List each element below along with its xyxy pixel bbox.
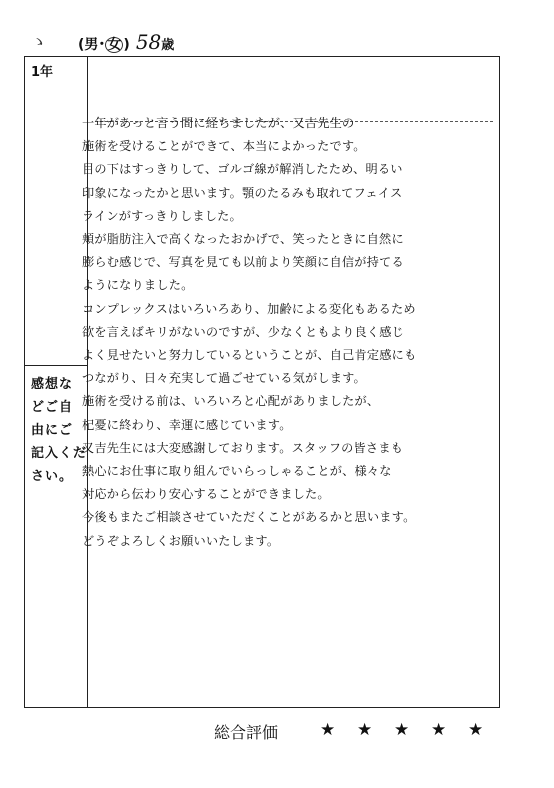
text-line: 杞憂に終わり、幸運に感じています。 <box>82 417 292 432</box>
text-line: 目の下はすっきりして、ゴルゴ線が解消したため、明るい <box>82 162 403 177</box>
star-icon: ★ <box>357 720 373 740</box>
impression-label-line: どご自 <box>31 400 74 415</box>
text-line: 頬が脂肪注入で高くなったおかげで、笑ったときに自然に <box>82 232 404 247</box>
age-value: 58 <box>135 30 162 54</box>
text-line: 又吉先生には大変感謝しております。スタッフの皆さまも <box>82 440 404 455</box>
text-line: コンプレックスはいろいろあり、加齢による変化もあるため <box>82 301 416 316</box>
gender-male: 男 <box>84 37 99 53</box>
label-row-divider <box>25 365 87 366</box>
text-line: 一年があっと言う間に経ちましたが、又吉先生の <box>82 116 355 130</box>
text-line: 今後もまたご相談させていただくことがあるかと思います。 <box>82 510 416 525</box>
gender-open-paren: ( <box>78 37 85 53</box>
gender-separator: ･ <box>98 37 106 53</box>
rating-label: 総合評価 <box>214 723 279 742</box>
text-line: 施術を受ける前は、いろいろと心配がありましたが、 <box>82 394 380 409</box>
impression-label-line: 由にご <box>31 423 74 438</box>
text-line: よく見せたいと努力しているということが、自己肯定感にも <box>82 348 417 363</box>
text-line: 熱心にお仕事に取り組んでいらっしゃることが、様々な <box>82 464 392 479</box>
text-line: どうぞよろしくお願いいたします。 <box>82 533 280 548</box>
impression-label <box>31 373 88 488</box>
text-line: ようになりました。 <box>82 278 194 293</box>
gender-female: 女 <box>107 37 122 53</box>
rating-stars <box>320 720 505 740</box>
text-line: ラインがすっきりしました。 <box>82 208 242 223</box>
testimonial-text <box>82 112 470 553</box>
gender-close-paren: ) <box>123 37 130 53</box>
respondent-header <box>78 30 174 54</box>
scan-mark: ゝ <box>30 32 48 53</box>
overall-rating <box>214 720 484 743</box>
text-line: 施術を受けることができて、本当によかったです。 <box>82 139 366 154</box>
text-line: 印象になったかと思います。顎のたるみも取れてフェイス <box>82 185 403 200</box>
star-icon: ★ <box>394 720 410 740</box>
gender-female-circled <box>105 37 123 53</box>
year-label: 1年 <box>31 65 54 80</box>
text-line: 膨らむ感じで、写真を見ても以前より笑顔に自信が持てる <box>82 255 404 270</box>
text-line: つながり、日々充実して過ごせている気がします。 <box>82 371 366 386</box>
impression-label-line: 感想な <box>31 377 74 392</box>
age-unit: 歳 <box>161 38 175 53</box>
star-icon: ★ <box>431 720 447 740</box>
impression-label-line: 記入くだ <box>31 446 88 461</box>
impression-label-line: さい。 <box>31 469 74 484</box>
star-icon: ★ <box>320 720 336 740</box>
star-icon: ★ <box>468 720 484 740</box>
text-line: 対応から伝わり安心することができました。 <box>82 487 330 502</box>
text-line: 欲を言えばキリがないのですが、少なくともより良く感じ <box>82 324 405 339</box>
